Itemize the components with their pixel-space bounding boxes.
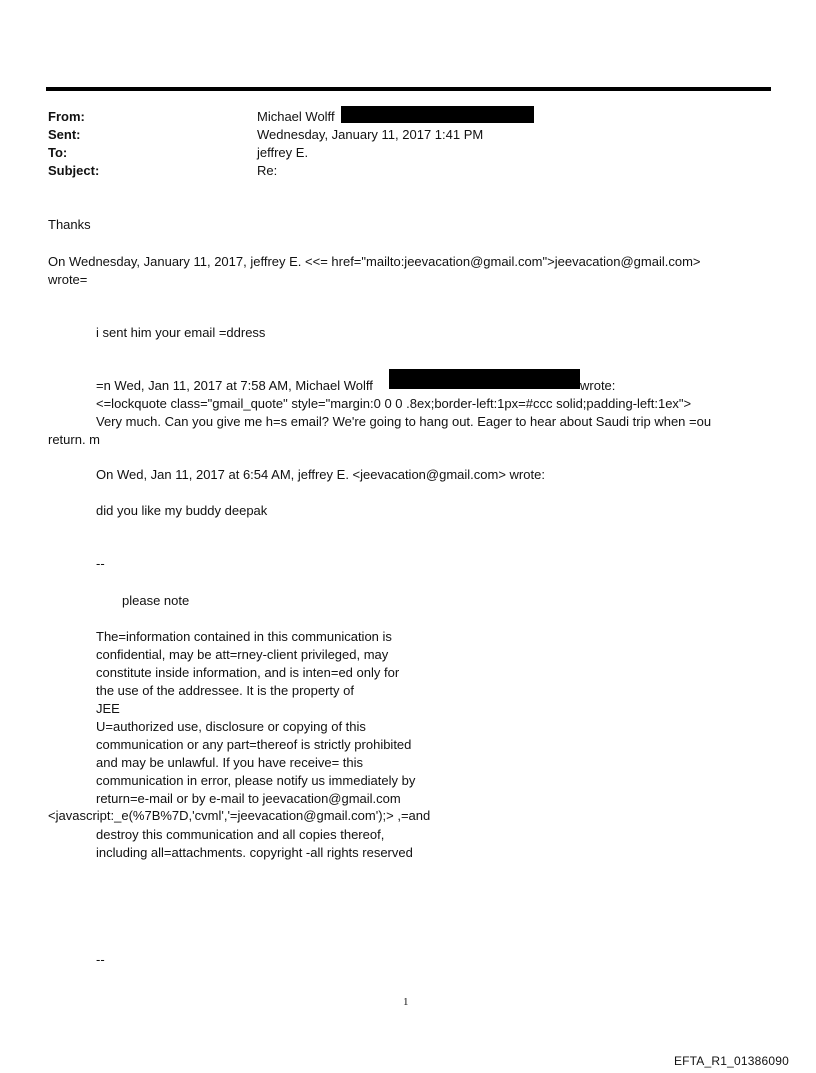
jeffrey-message: did you like my buddy deepak (96, 503, 268, 518)
please-note: please note (122, 593, 190, 608)
quote-intro-line-1: On Wednesday, January 11, 2017, jeffrey E. <<= href="mailto:jeevacation@gmail.com">jeevacation@gmail.com> (48, 254, 701, 269)
disclaimer-javascript-link: <javascript:_e(%7B%7D,'cvml','=jeevacation@gmail.com');> ,=and (48, 808, 431, 823)
disclaimer-line: and may be unlawful. If you have receive= this (96, 755, 364, 770)
disclaimer-line: The=information contained in this communication is (96, 629, 392, 644)
from-value: Michael Wolff (257, 109, 335, 124)
quote-intro-line-2: wrote= (48, 272, 88, 287)
subject-value: Re: (257, 163, 278, 178)
page-number: 1 (403, 996, 409, 1008)
disclaimer-line: destroy this communication and all copies thereof, (96, 827, 385, 842)
redaction-box (341, 106, 534, 123)
wolff-quote-header-b: wrote: (580, 378, 616, 393)
header-rule (46, 87, 771, 91)
redaction-box (389, 369, 580, 389)
disclaimer-line: including all=attachments. copyright -all rights reserved (96, 845, 413, 860)
blockquote-markup: <=lockquote class="gmail_quote" style="margin:0 0 0 .8ex;border-left:1px=#ccc solid;padding-left:1ex"> (96, 396, 692, 411)
sent-value: Wednesday, January 11, 2017 1:41 PM (257, 127, 484, 142)
disclaimer-line: constitute inside information, and is inten=ed only for (96, 665, 400, 680)
disclaimer-line: communication or any part=thereof is strictly prohibited (96, 737, 412, 752)
jeffrey-quote-header: On Wed, Jan 11, 2017 at 6:54 AM, jeffrey E. <jeevacation@gmail.com> wrote: (96, 467, 545, 482)
to-label: To: (48, 145, 68, 160)
from-label: From: (48, 109, 85, 124)
reply-text: Thanks (48, 217, 91, 232)
signature-dash: -- (96, 952, 105, 967)
wolff-quote-header-a: =n Wed, Jan 11, 2017 at 7:58 AM, Michael Wolff (96, 378, 373, 393)
subject-label: Subject: (48, 163, 100, 178)
disclaimer-line: U=authorized use, disclosure or copying of this (96, 719, 366, 734)
sent-email-line: i sent him your email =ddress (96, 325, 266, 340)
disclaimer-line: JEE (96, 701, 120, 716)
disclaimer-line: return=e-mail or by e-mail to jeevacation@gmail.com (96, 791, 401, 806)
disclaimer-line: the use of the addressee. It is the property of (96, 683, 354, 698)
bates-number: EFTA_R1_01386090 (673, 1054, 789, 1068)
sent-label: Sent: (48, 127, 81, 142)
disclaimer-line: confidential, may be att=rney-client privileged, may (96, 647, 389, 662)
wolff-message-line-1: Very much. Can you give me h=s email? We're going to hang out. Eager to hear about Saudi trip when =ou (96, 414, 712, 429)
wolff-message-line-2: return. m (48, 432, 101, 447)
disclaimer-line: communication in error, please notify us immediately by (96, 773, 416, 788)
signature-dash: -- (96, 556, 105, 571)
to-value: jeffrey E. (257, 145, 309, 160)
